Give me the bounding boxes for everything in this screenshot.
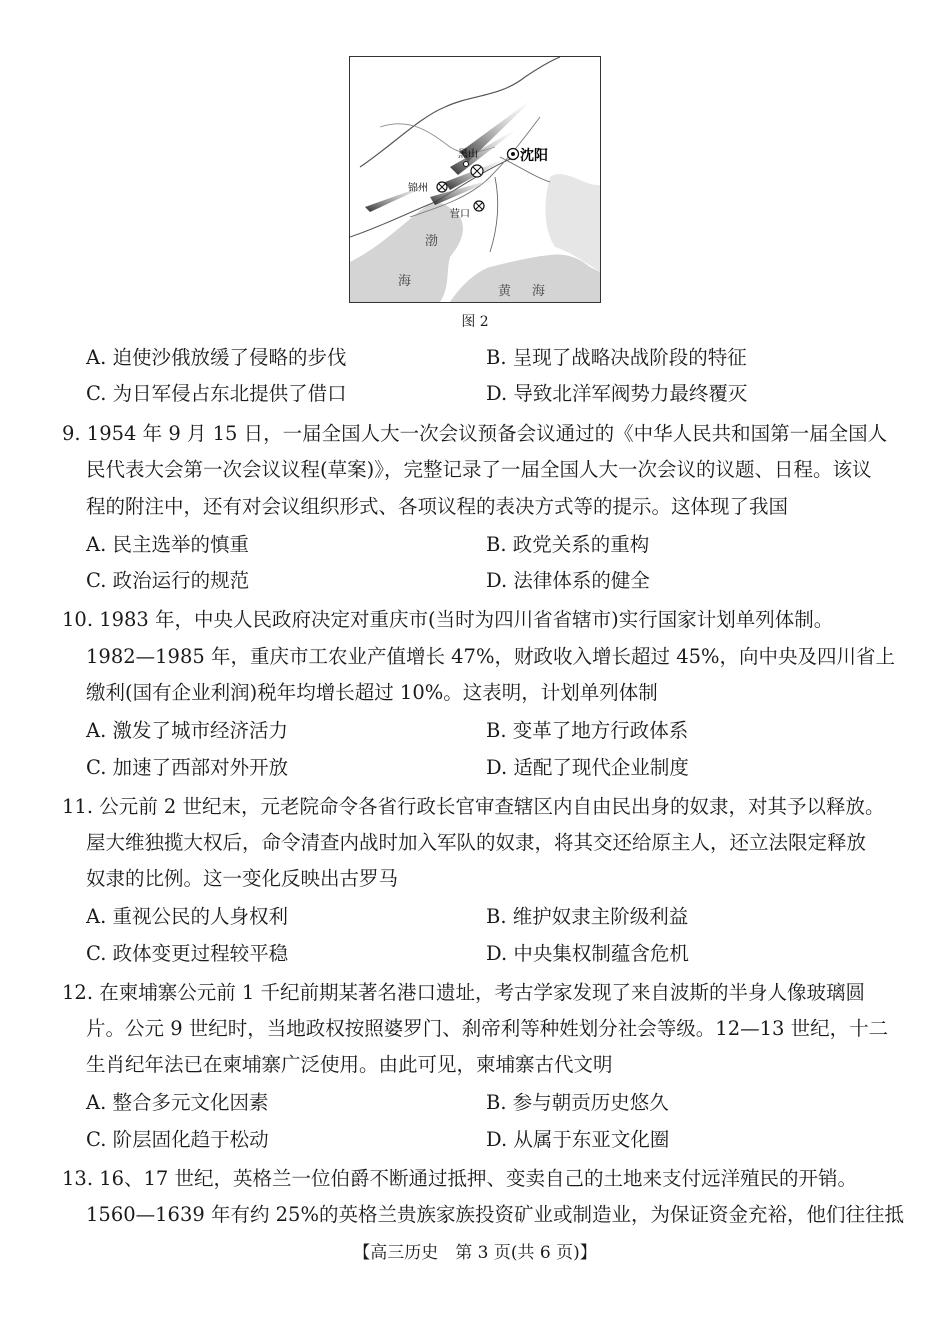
q10-option-b: B. 变革了地方行政体系 xyxy=(486,719,689,742)
q10-stem-line: 缴利(国有企业利润)税年均增长超过 10%。这表明，计划单列体制 xyxy=(86,681,658,704)
q9-stem-line: 9. 1954 年 9 月 15 日，一届全国人大一次会议预备会议通过的《中华人民共和国第一届全国人 xyxy=(62,422,888,445)
label-hai-right: 海 xyxy=(532,284,546,299)
q9-option-c: C. 政治运行的规范 xyxy=(86,569,250,592)
q12-option-a: A. 整合多元文化因素 xyxy=(86,1091,269,1114)
q12-stem-line: 片。公元 9 世纪时，当地政权按照婆罗门、刹帝利等种姓划分社会等级。12—13 世纪，十二 xyxy=(86,1017,889,1040)
q10-option-c: C. 加速了西部对外开放 xyxy=(86,756,289,779)
q9-stem-line: 程的附注中，还有对会议组织形式、各项议程的表决方式等的提示。这体现了我国 xyxy=(86,495,789,518)
q10-stem-line: 1982—1985 年，重庆市工农业产值增长 47%，财政收入增长超过 45%，向中央及四川省上 xyxy=(86,645,896,668)
q11-stem-line: 屋大维独揽大权后，命令清查内战时加入军队的奴隶，将其交还给原主人，还立法限定释放 xyxy=(86,831,867,854)
figure-caption: 图 2 xyxy=(461,314,489,330)
q11-option-d: D. 中央集权制蕴含危机 xyxy=(486,942,689,965)
northeast-china-map xyxy=(350,57,600,302)
label-yingkou: 营口 xyxy=(450,209,470,220)
page-footer: 【高三历史 第 3 页(共 6 页)】 xyxy=(353,1243,597,1263)
label-bo: 渤 xyxy=(425,234,439,249)
q9-option-b: B. 政党关系的重构 xyxy=(486,533,650,556)
label-jinzhou: 锦州 xyxy=(408,183,428,194)
q12-stem-line: 12. 在柬埔寨公元前 1 千纪前期某著名港口遗址，考古学家发现了来自波斯的半身人像玻璃圆 xyxy=(62,981,866,1004)
q10-stem-line: 10. 1983 年，中央人民政府决定对重庆市(当时为四川省省辖市)实行国家计划单列体制。 xyxy=(62,608,834,631)
q8-option-c: C. 为日军侵占东北提供了借口 xyxy=(86,382,347,405)
label-shenyang: 沈阳 xyxy=(520,148,548,164)
q11-stem-line: 11. 公元前 2 世纪末，元老院命令各省行政长官审查辖区内自由民出身的奴隶，对其予以释放。 xyxy=(62,795,885,818)
q11-option-c: C. 政体变更过程较平稳 xyxy=(86,942,289,965)
q13-stem-line: 1560—1639 年有约 25%的英格兰贵族家族投资矿业或制造业，为保证资金充裕，他们往往抵 xyxy=(86,1203,904,1226)
label-huang: 黄 xyxy=(498,284,512,299)
map-figure xyxy=(349,56,601,303)
q8-option-d: D. 导致北洋军阀势力最终覆灭 xyxy=(486,382,748,405)
q11-option-a: A. 重视公民的人身权利 xyxy=(86,905,288,928)
q13-stem-line: 13. 16、17 世纪，英格兰一位伯爵不断通过抵押、变卖自己的土地来支付远洋殖民的开销。 xyxy=(62,1167,858,1190)
label-hai-left: 海 xyxy=(398,274,412,289)
q9-option-a: A. 民主选举的慎重 xyxy=(86,533,249,556)
q11-stem-line: 奴隶的比例。这一变化反映出古罗马 xyxy=(86,867,399,890)
q9-option-d: D. 法律体系的健全 xyxy=(486,569,650,592)
q8-option-a: A. 迫使沙俄放缓了侵略的步伐 xyxy=(86,346,347,369)
q12-option-c: C. 阶层固化趋于松动 xyxy=(86,1128,269,1151)
q12-stem-line: 生肖纪年法已在柬埔寨广泛使用。由此可见，柬埔寨古代文明 xyxy=(86,1053,613,1076)
q8-option-b: B. 呈现了战略决战阶段的特征 xyxy=(486,346,747,369)
q10-option-d: D. 适配了现代企业制度 xyxy=(486,756,689,779)
label-heishan: 黑山 xyxy=(458,149,478,160)
city-marker-heishan xyxy=(464,162,469,167)
q9-stem-line: 民代表大会第一次会议议程(草案)》，完整记录了一届全国人大一次会议的议题、日程。该议 xyxy=(86,458,872,481)
q11-option-b: B. 维护奴隶主阶级利益 xyxy=(486,905,689,928)
q12-option-d: D. 从属于东亚文化圈 xyxy=(486,1128,670,1151)
q12-option-b: B. 参与朝贡历史悠久 xyxy=(486,1091,669,1114)
q10-option-a: A. 激发了城市经济活力 xyxy=(86,719,288,742)
